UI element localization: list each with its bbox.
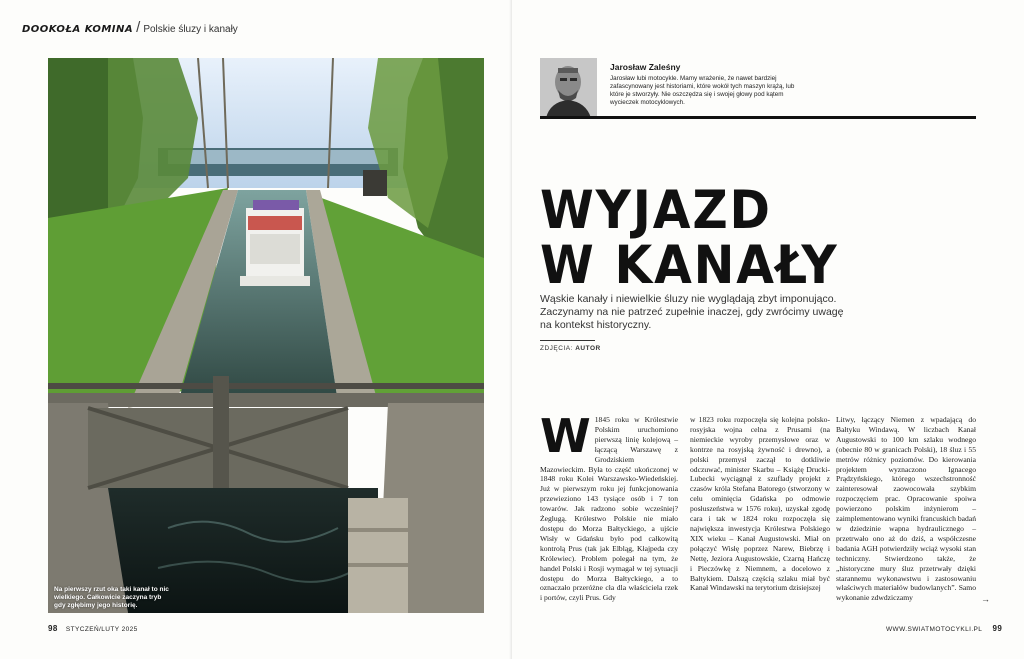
author-name: Jarosław Zaleśny: [610, 62, 681, 72]
drop-cap: W: [540, 409, 591, 463]
article-column-3: Litwy, łączący Niemen z wpadającą do Bałtyku Windawą. W liczbach Kanał Augustowski to 100 km szlaku wodnego (obecnie 80 w granicach Polski), 18 śluz i 55 metrów różnicy poziomów. Do kierowania projektem wyznaczono Ignacego Prądzyńskiego, którego wszechstronność zainteresował zaowocowała szybkim rozpoczęciem prac. Opracowanie spoiwa powierzono polskim inżynierom – zaimplementowano wyniki francuskich badań w dziedzinie wapna hydraulicznego – przetrwało ono aż do dziś, a współczesne badania AGH potwierdziły wciąż wysoki stan techniczny. Stwierdzono także, że „historyczne mury śluz przetrwały dzięki starannemu wykonawstwu i zastosowaniu właściwych materiałów budowlanych”. Samo wykonanie zdwdziczamy: [836, 415, 976, 603]
section-brand: DOOKOŁA KOMINA: [22, 24, 134, 35]
photo-credit: [540, 345, 601, 352]
website-url: WWW.SWIATMOTOCYKLI.PL: [886, 626, 983, 633]
issue-date: STYCZEŃ/LUTY 2025: [65, 626, 138, 633]
right-page-number: 99: [992, 624, 1003, 633]
author-box: [540, 58, 976, 120]
credit-label: ZDJĘCIA:: [540, 345, 573, 352]
left-folio: [48, 624, 138, 633]
continue-arrow-icon: →: [981, 594, 990, 604]
author-divider-rule: [540, 116, 976, 119]
credit-value: AUTOR: [575, 345, 601, 352]
section-subtitle: Polskie śluzy i kanały: [143, 24, 238, 35]
headline-line-2: W KANAŁY: [540, 235, 839, 296]
author-portrait-illustration: [540, 58, 597, 118]
section-slash-divider: /: [136, 19, 141, 36]
left-page-number: 98: [48, 624, 58, 633]
article-lead: Wąskie kanały i niewielkie śluzy nie wyglądają zbyt imponująco. Zaczynamy na nie patrzeć zupełnie inaczej, gdy zwrócimy uwagę na kontekst historyczny.: [540, 293, 844, 331]
credit-rule: [540, 340, 595, 341]
right-folio: [886, 624, 1008, 633]
column-1-text: 1845 roku w Królestwie Polskim uruchomiono pierwszą linię kolejową – łączącą Warszawę z Grodziskiem Mazowieckim. Była to część ukończonej w 1848 roku Kolei Warszawsko-Wiedeńskiej. Już w pierwszym roku jej funkcjonowania przewieziono 143 tysiące osób i 7 ton towarów. Jak radzono sobie wcześniej? Żeglugą. Królestwo Polskie nie miało dostępu do Morza Bałtyckiego, a ujście Wisły w Gdańsku było pod całkowitą kontrolą Prus (tak jak Elbląg, Kłajpeda czy Królewiec). Problem polegał na tym, że handel Polski i Rosji wymagał w tej sytuacji dostępu do Morza Bałtyckiego, a to oznaczało przeróżne cła dla właściciela rzek i portów, czyli Prus. Gdy: [540, 415, 678, 603]
article-column-1: [540, 409, 678, 603]
author-portrait: [540, 58, 597, 118]
canal-lock-photo: [48, 58, 484, 613]
author-bio: Jarosław lubi motocykle. Mamy wrażenie, że nawet bardziej zafascynowany jest historiami, które wokół tych maszyn krążą, lub które je stworzyły. Nie oszczędza się i swojej głowy pod kątem wycieczek motocyklowych.: [610, 75, 795, 106]
headline-line-1: WYJAZD: [540, 180, 772, 241]
article-headline: [540, 180, 839, 296]
section-tag: [22, 18, 238, 36]
photo-caption: Na pierwszy rzut oka taki kanał to nic wielkiego. Całkowicie zaczyna tryb gdy zgłębimy jego historię.: [54, 586, 169, 609]
article-column-2: w 1823 roku rozpoczęła się kolejna polsko-rosyjska wojna celna z Prusami (na niemieckie wyroby przemysłowe oraz w kontrze na rosyjską żywność i drewno), a polski przemysł zaczął to dotkliwie odczuwać, minister Skarbu – Książę Drucki-Lubecki wyciągnął z szuflady projekt z czasów króla Stefana Batorego (stworzony w celu ominięcia Gdańska po odmowie posłuszeństwa w 1576 roku), uzyskał zgodę cara i tak w 1824 roku rozpoczęła się największa inwestycja Królestwa Polskiego XIX wieku – Kanał Augustowski. Miał on połączyć Wisłę poprzez Narew, Biebrzę i Nettę, Jeziora Augustowskie, Czarną Hańczę i Pieczówkę z Niemnem, a docelowo z Bałtykiem. Dalszą częścią szlaku miał być Kanał Windawski na terytorium dzisiejszej: [690, 415, 830, 593]
canal-lock-illustration: [48, 58, 484, 613]
